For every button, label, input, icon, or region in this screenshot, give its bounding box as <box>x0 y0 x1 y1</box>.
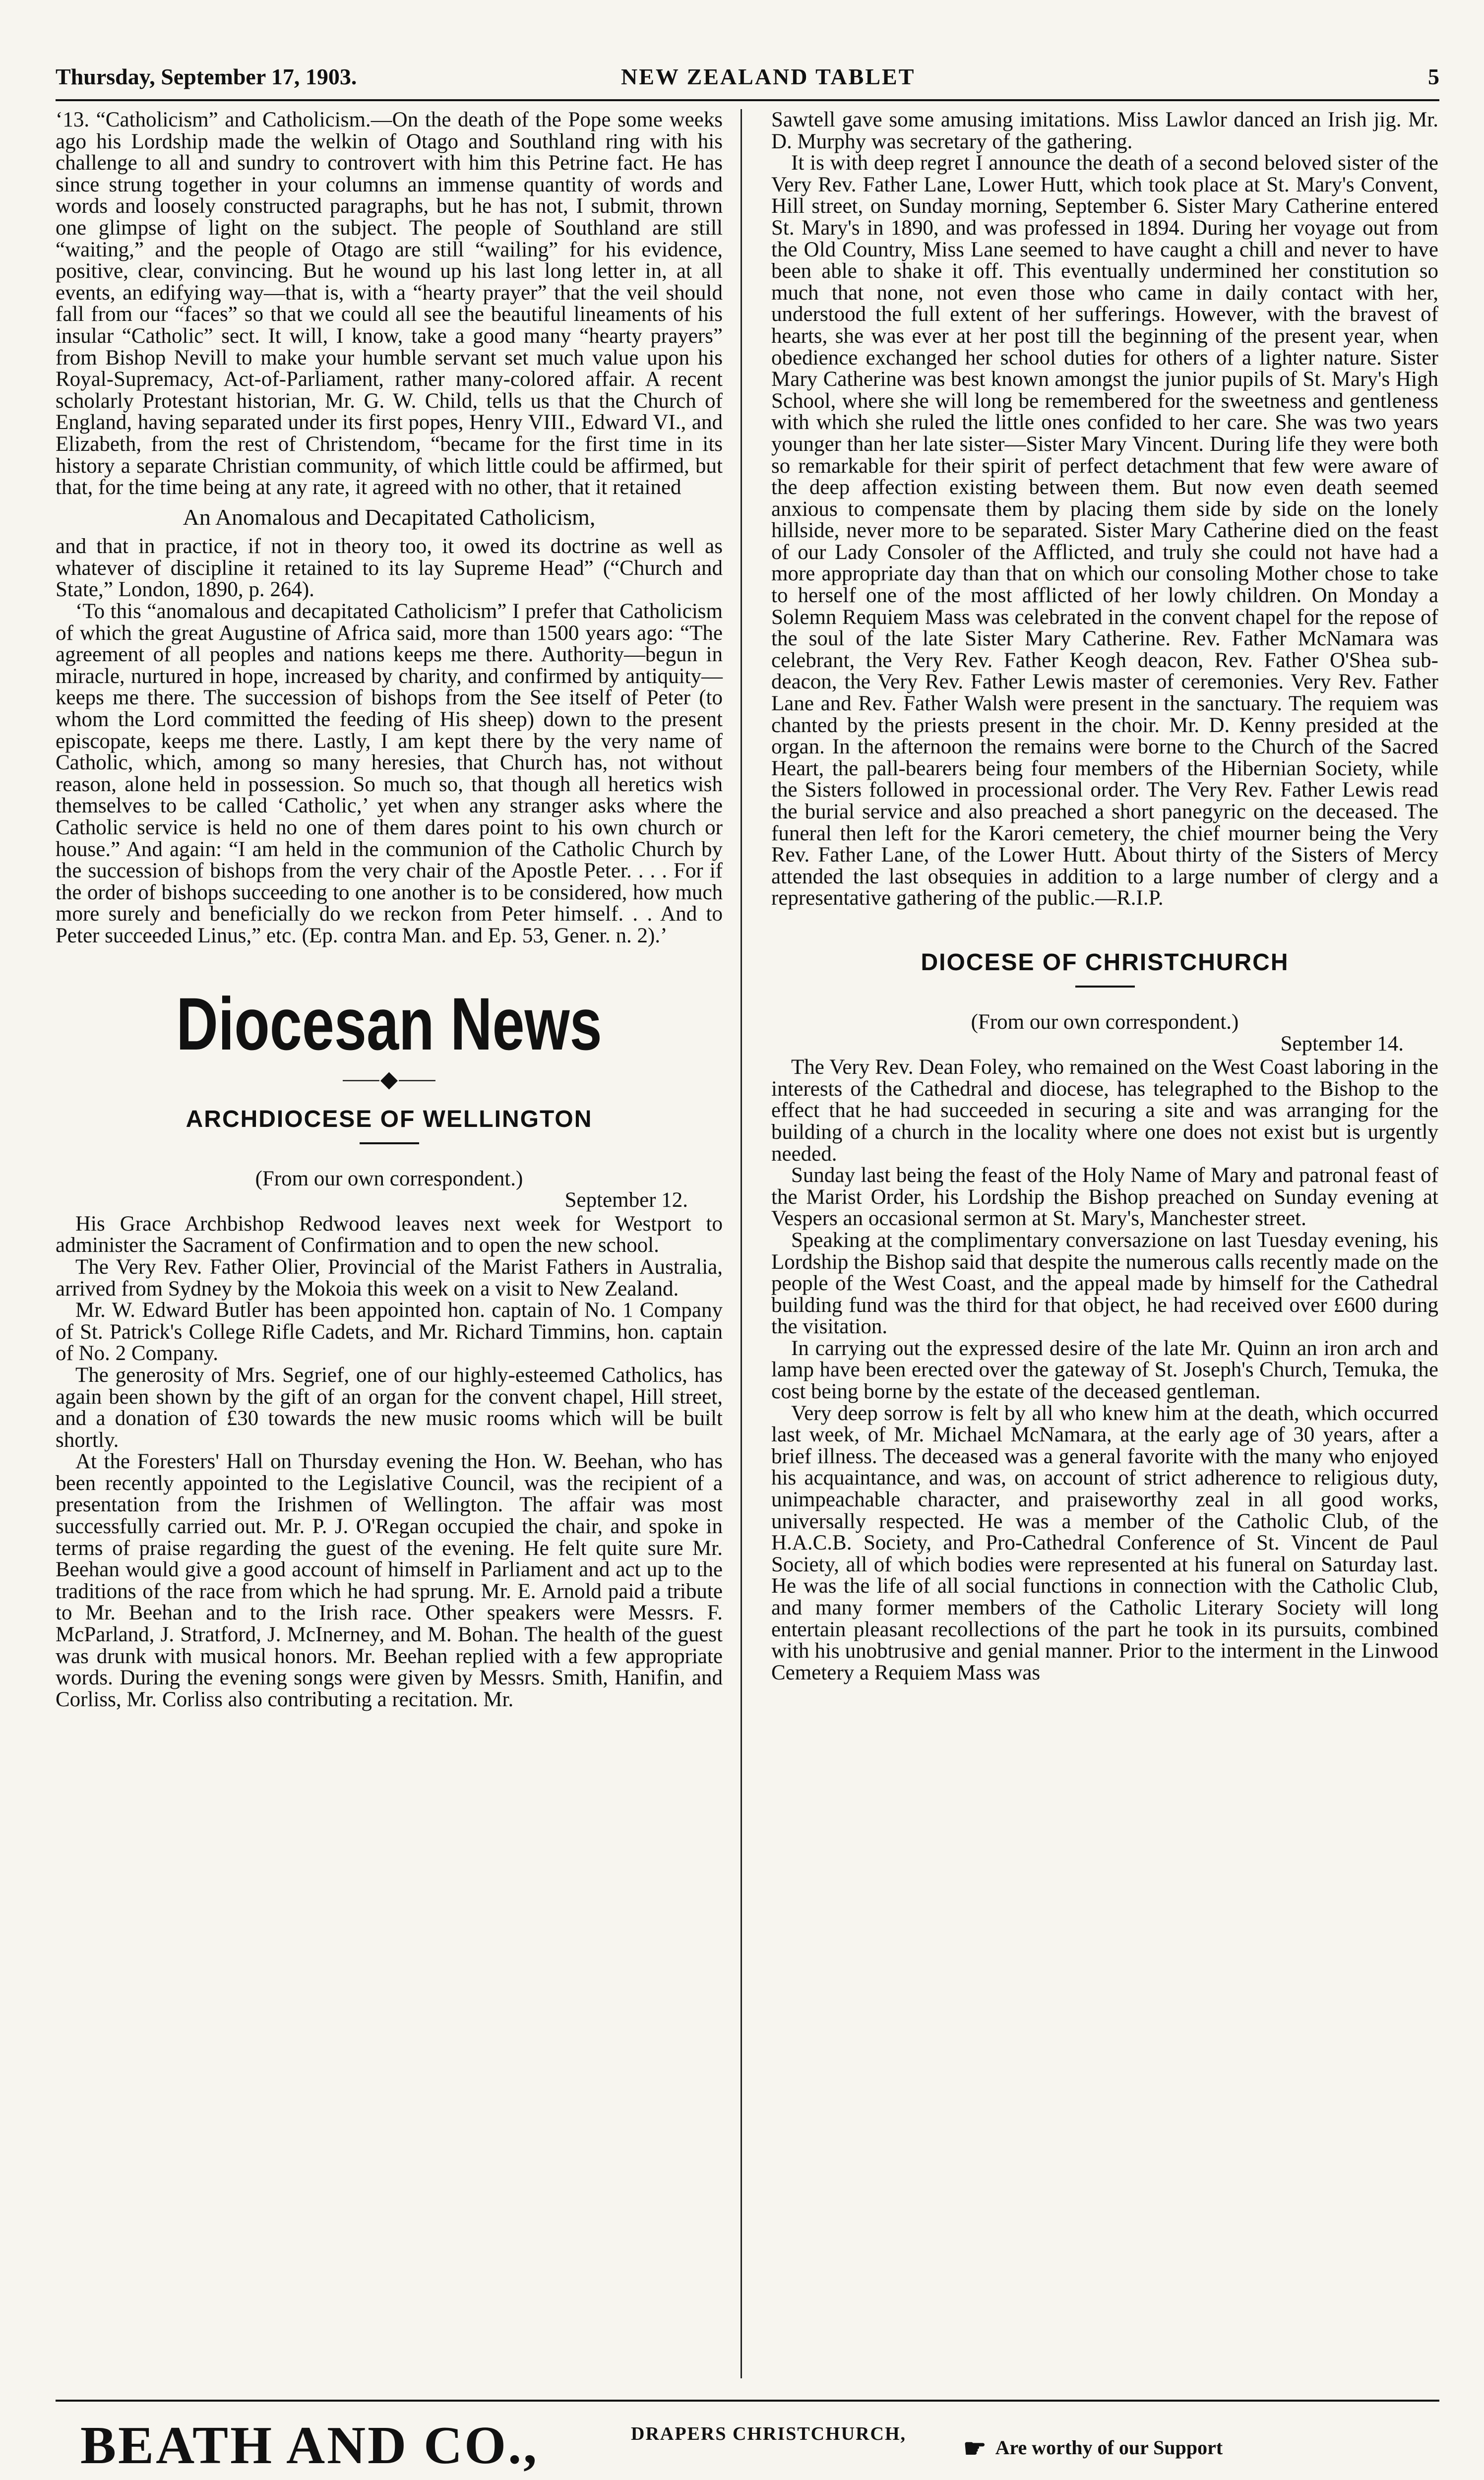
article-paragraph: ‘13. “Catholicism” and Catholicism.—On the death of the Pope some weeks ago his Lordship made the welkin of Otago and Southland ring with his challenge to all and sundry to controvert with him this Petrine fact. He has since strung together in your columns an immense quantity of words and words and loosely constructed paragraphs, but he has not, I submit, thrown one glimpse of light on the subject. The people of Southland are still “waiting,” and the people of Otago are still “wailing” for his evidence, positive, clear, convincing. But he wound up his last long letter in, at all events, an edifying way—that is, with a “hearty prayer” that the veil should fall from our “faces” so that we could all see the beautiful lineaments of his insular “Catholic” sect. It will, I know, take a good many “hearty prayers” from Bishop Nevill to make your humble servant set much value upon his Royal-Supremacy, Act-of-Parliament, rather many-colored affair. A recent scholarly Protestant historian, Mr. G. W. Child, tells us that the Church of England, having separated under its first popes, Henry VIII., Edward VI., and Elizabeth, from the rest of Christendom, “became for the first time in its history a separate Christian community, of which little could be affirmed, but that, for the time being at any rate, it agreed with no other, that it retained <box>56 108 723 499</box>
news-paragraph: His Grace Archbishop Redwood leaves next week for Westport to administer the Sacrament of Confirmation and to open the new school. <box>56 1212 723 1257</box>
column-divider <box>741 109 742 2378</box>
section-heading-wellington: ARCHDIOCESE OF WELLINGTON <box>186 1106 593 1132</box>
ornament-divider: ⸺◆⸺ <box>341 1066 437 1092</box>
footer-slogan-text: Are worthy of our Support <box>995 2436 1223 2459</box>
footer-slogan <box>963 2434 1223 2464</box>
subheading-quote: An Anomalous and Decapitated Catholicism, <box>183 504 596 530</box>
news-paragraph: The Very Rev. Father Olier, Provincial of the Marist Fathers in Australia, arrived from Sydney by the Mokoia this week on a visit to New Zealand. <box>56 1255 723 1301</box>
news-paragraph: Sawtell gave some amusing imitations. Miss Lawlor danced an Irish jig. Mr. D. Murphy was secretary of the gathering. <box>771 108 1438 153</box>
article-paragraph: and that in practice, if not in theory too, it owed its doctrine as well as whatever of discipline it retained to its lay Supreme Head” (“Church and State,” London, 1890, p. 264). <box>56 535 723 602</box>
footer-advertisement <box>56 2413 1439 2473</box>
diocesan-news-heading: Diocesan News <box>176 982 602 1065</box>
news-paragraph: At the Foresters' Hall on Thursday evening the Hon. W. Beehan, who has been recently appointed to the Legislative Council, was the recipient of a presentation from the Irishmen of Wellington. The affair was most successfully carried out. Mr. P. J. O'Regan occupied the chair, and spoke in terms of praise regarding the guest of the evening. He felt quite sure Mr. Beehan would give a good account of himself in Parliament and act up to the traditions of the race from which he had sprung. Mr. E. Arnold paid a tribute to Mr. Beehan and to the Irish race. Other speakers were Messrs. F. McParland, J. Stratford, J. McInerney, and M. Bohan. The health of the guest was drunk with musical honors. Mr. Beehan replied with a few appropriate words. During the evening songs were given by Messrs. Smith, Hanifin, and Corliss, Mr. Corliss also contributing a recitation. Mr. <box>56 1450 723 1711</box>
correspondent-line: (From our own correspondent.) <box>255 1167 523 1190</box>
short-rule <box>360 1142 419 1144</box>
header-page-number: 5 <box>1428 64 1439 89</box>
news-paragraph: In carrying out the expressed desire of the late Mr. Quinn an iron arch and lamp have been erected over the gateway of St. Joseph's Church, Temuka, the cost being borne by the estate of the deceased gentleman. <box>771 1336 1438 1404</box>
news-paragraph: The Very Rev. Dean Foley, who remained on the West Coast laboring in the interests of the Cathedral and diocese, has telegraphed to the Bishop to the effect that he had succeeded in securing a site and was arranging for the building of a church in the locality where one does not exist but is urgently needed. <box>771 1055 1438 1166</box>
left-column <box>56 109 723 1710</box>
footer-rule <box>56 2400 1439 2402</box>
footer-brand: BEATH AND CO., <box>80 2416 539 2475</box>
news-paragraph: Mr. W. Edward Butler has been appointed hon. captain of No. 1 Company of St. Patrick's College Rifle Cadets, and Mr. Richard Timmins, hon. captain of No. 2 Company. <box>56 1299 723 1365</box>
article-paragraph: ‘To this “anomalous and decapitated Catholicism” I prefer that Catholicism of which the great Augustine of Africa said, more than 1500 years ago: “The agreement of all peoples and nations keeps me there. Authority—begun in miracle, nurtured in hope, increased by charity, and confirmed by antiquity—keeps me there. The succession of bishops from the See itself of Peter (to whom the Lord committed the feeding of His sheep) down to the present episcopate, keeps me there. Lastly, I am kept there by the very name of Catholic, which, among so many heresies, that Church has, not without reason, alone held in possession. So much so, that though all heretics wish themselves to be called ‘Catholic,’ yet when any stranger asks where the Catholic service is held no one of them dares point to his own church or house.” And again: “I am held in the communion of the Catholic Church by the succession of bishops from the very chair of the Apostle Peter. . . . For if the order of bishops succeeding to one another is to be considered, how much more surely and beneficially do we reckon from Peter himself. . . And to Peter succeeded Linus,” etc. (Ep. contra Man. and Ep. 53, Gener. n. 2).’ <box>56 600 723 947</box>
header-date: Thursday, September 17, 1903. <box>56 64 357 89</box>
news-paragraph: Very deep sorrow is felt by all who knew him at the death, which occurred last week, of Mr. Michael McNamara, at the early age of 30 years, after a brief illness. The deceased was a general favorite with the many who enjoyed his acquaintance, and was, on account of strict adherence to religious duty, unimpeachable character, and praiseworthy zeal in all good works, universally respected. He was a member of the Catholic Club, of the H.A.C.B. Society, and Pro-Cathedral Conference of St. Vincent de Paul Society, all of which bodies were represented at his funeral on Saturday last. He was the life of all social functions in connection with the Catholic Club, and many former members of the Catholic Literary Society will long entertain pleasant recollections of the part he took in its pursuits, combined with his unobtrusive and genial manner. Prior to the interment in the Linwood Cemetery a Requiem Mass was <box>771 1401 1438 1684</box>
news-paragraph: The generosity of Mrs. Segrief, one of our highly-esteemed Catholics, has again been shown by the gift of an organ for the convent chapel, Hill street, and a donation of £30 towards the new music rooms which will be built shortly. <box>56 1363 723 1452</box>
footer-drapers: DRAPERS CHRISTCHURCH, <box>631 2423 907 2444</box>
pointing-hand-icon: ☛ <box>963 2435 987 2463</box>
correspondent-line: (From our own correspondent.) <box>971 1010 1239 1034</box>
news-paragraph: Speaking at the complimentary conversazione on last Tuesday evening, his Lordship the Bishop said that despite the numerous calls recently made on the people of the West Coast, and the appeal made by himself for the Cathedral building fund was the third for that object, he had received over £600 during the visitation. <box>771 1228 1438 1339</box>
section-heading-christchurch: DIOCESE OF CHRISTCHURCH <box>921 949 1289 976</box>
header-title: NEW ZEALAND TABLET <box>621 64 916 89</box>
short-rule <box>1075 986 1135 988</box>
dateline: September 14. <box>1280 1032 1404 1055</box>
page-header <box>56 60 1439 101</box>
right-column <box>771 109 1438 1683</box>
news-paragraph: It is with deep regret I announce the death of a second beloved sister of the Very Rev. Father Lane, Lower Hutt, which took place at St. Mary's Convent, Hill street, on Sunday morning, September 6. Sister Mary Catherine entered St. Mary's in 1890, and was professed in 1894. During her voyage out from the Old Country, Miss Lane seemed to have caught a chill and never to have been able to shake it off. This eventually undermined her constitution so much that none, not even those who came in daily contact with her, understood the full extent of her sufferings. However, with the bravest of hearts, she was ever at her post till the beginning of the present year, when obedience exchanged her school duties for others of a lighter nature. Sister Mary Catherine was best known amongst the junior pupils of St. Mary's High School, where she will long be remembered for the sweetness and gentleness with which she ruled the little ones confided to her care. She was two years younger than her late sister—Sister Mary Vincent. During life they were both so remarkable for their spirit of perfect detachment that few were aware of the deep affection existing between them. But now even death seemed anxious to compensate them by placing them side by side on the lonely hillside, never more to be separated. Sister Mary Catherine died on the feast of our Lady Consoler of the Afflicted, and truly she could not have had a more appropriate day than that on which our consoling Mother chose to take to herself one of the most afflicted of her lowly children. On Monday a Solemn Requiem Mass was celebrated in the convent chapel for the repose of the soul of the late Sister Mary Catherine. Rev. Father McNamara was celebrant, the Very Rev. Father Keogh deacon, Rev. Father O'Shea sub-deacon, the Very Rev. Father Lewis master of ceremonies. Very Rev. Father Lane and Rev. Father Walsh were present in the sanctuary. The requiem was chanted by the priests present in the choir. Mr. D. Kenny presided at the organ. In the afternoon the remains were borne to the Church of the Sacred Heart, the pall-bearers being four members of the Hibernian Society, while the Sisters followed in processional order. The Very Rev. Father Lewis read the burial service and also preached a short panegyric on the deceased. The funeral then left for the Karori cemetery, the chief mourner being the Very Rev. Father Lane, of the Lower Hutt. About thirty of the Sisters of Mercy attended the last obsequies in addition to a large number of clergy and a representative gathering of the public.—R.I.P. <box>771 151 1438 910</box>
news-paragraph: Sunday last being the feast of the Holy Name of Mary and patronal feast of the Marist Order, his Lordship the Bishop preached on Sunday evening at Vespers an occasional sermon at St. Mary's, Manchester street. <box>771 1164 1438 1231</box>
dateline: September 12. <box>564 1188 688 1212</box>
